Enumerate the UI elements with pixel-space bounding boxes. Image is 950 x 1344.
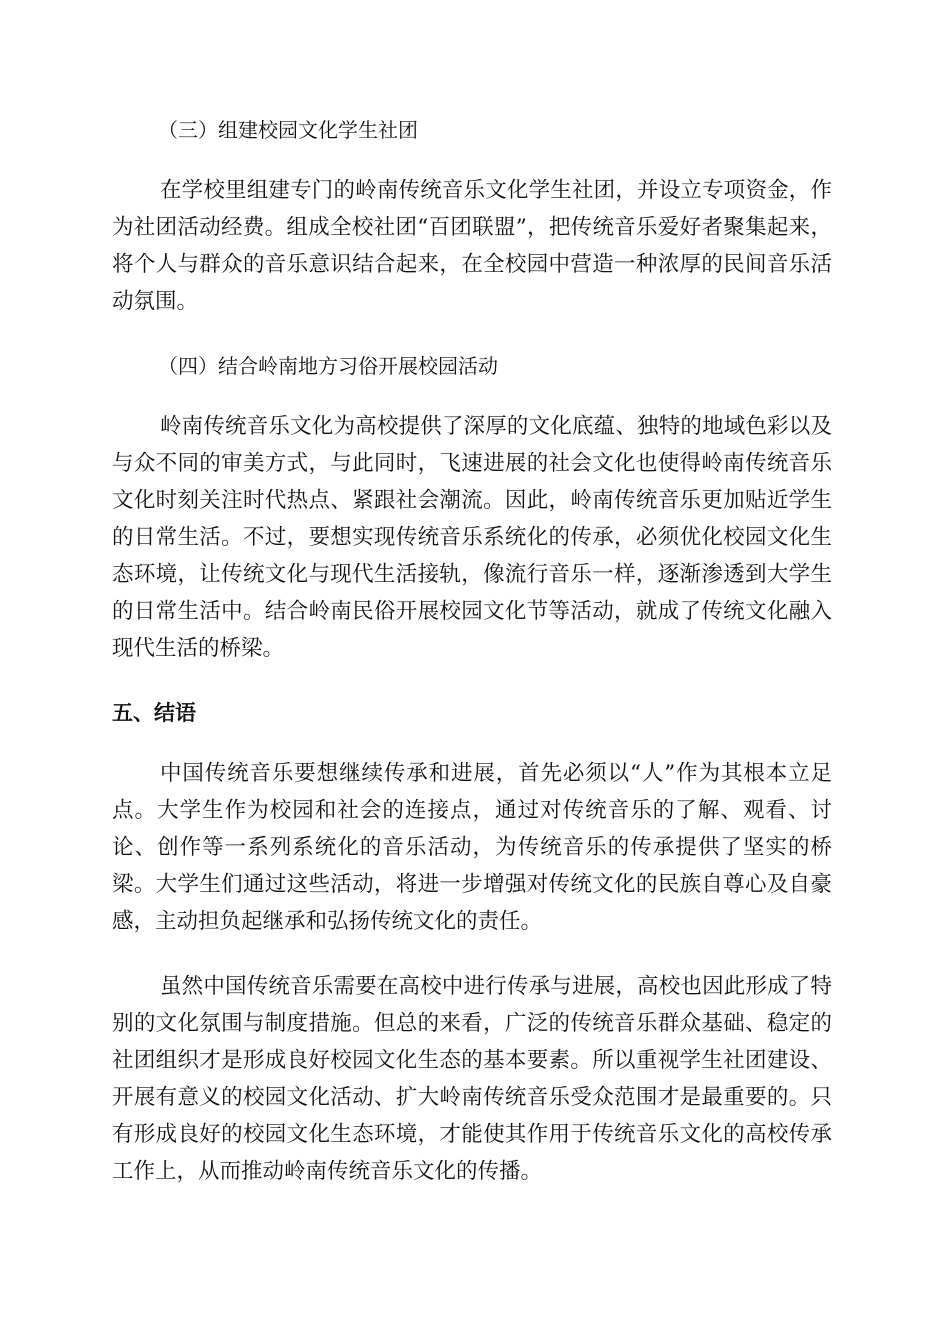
- subsection-heading-4: （四）结合岭南地方习俗开展校园活动: [158, 354, 498, 378]
- spacer: [112, 940, 832, 968]
- document-body: [112, 112, 832, 1190]
- spacer: [112, 731, 832, 755]
- spacer: [112, 320, 832, 348]
- paragraph-local-customs: 岭南传统音乐文化为高校提供了深厚的文化底蕴、独特的地域色彩以及与众不同的审美方式，与此同时，飞速进展的社会文化也使得岭南传统音乐文化时刻关注时代热点、紧跟社会潮流。因此，岭南传统音乐更加贴近学生的日常生活。不过，要想实现传统音乐系统化的传承，必须优化校园文化生态环境，让传统文化与现代生活接轨，像流行音乐一样，逐渐渗透到大学生的日常生活中。结合岭南民俗开展校园文化节等活动，就成了传统文化融入现代生活的桥梁。: [112, 414, 832, 661]
- paragraph-conclusion-1: 中国传统音乐要想继续传承和进展，首先必须以“人”作为其根本立足点。大学生作为校园和社会的连接点，通过对传统音乐的了解、观看、讨论、创作等一系列系统化的音乐活动，为传统音乐的传承提供了坚实的桥梁。大学生们通过这些活动，将进一步增强对传统文化的民族自尊心及自豪感，主动担负起继承和弘扬传统文化的责任。: [112, 761, 832, 934]
- paragraph-student-clubs: 在学校里组建专门的岭南传统音乐文化学生社团，并设立专项资金，作为社团活动经费。组成全校社团“百团联盟”，把传统音乐爱好者聚集起来，将个人与群众的音乐意识结合起来，在全校园中营造一种浓厚的民间音乐活动氛围。: [112, 178, 832, 314]
- spacer: [112, 384, 832, 408]
- paragraph-conclusion-2: 虽然中国传统音乐需要在高校中进行传承与进展，高校也因此形成了特别的文化氛围与制度措施。但总的来看，广泛的传统音乐群众基础、稳定的社团组织才是形成良好校园文化生态的基本要素。所以重视学生社团建设、开展有意义的校园文化活动、扩大岭南传统音乐受众范围才是最重要的。只有形成良好的校园文化生态环境，才能使其作用于传统音乐文化的高校传承工作上，从而推动岭南传统音乐文化的传播。: [112, 974, 832, 1184]
- section-heading-conclusion: 五、结语: [112, 701, 196, 725]
- spacer: [112, 667, 832, 695]
- subsection-heading-3: （三）组建校园文化学生社团: [158, 118, 418, 142]
- spacer: [112, 148, 832, 172]
